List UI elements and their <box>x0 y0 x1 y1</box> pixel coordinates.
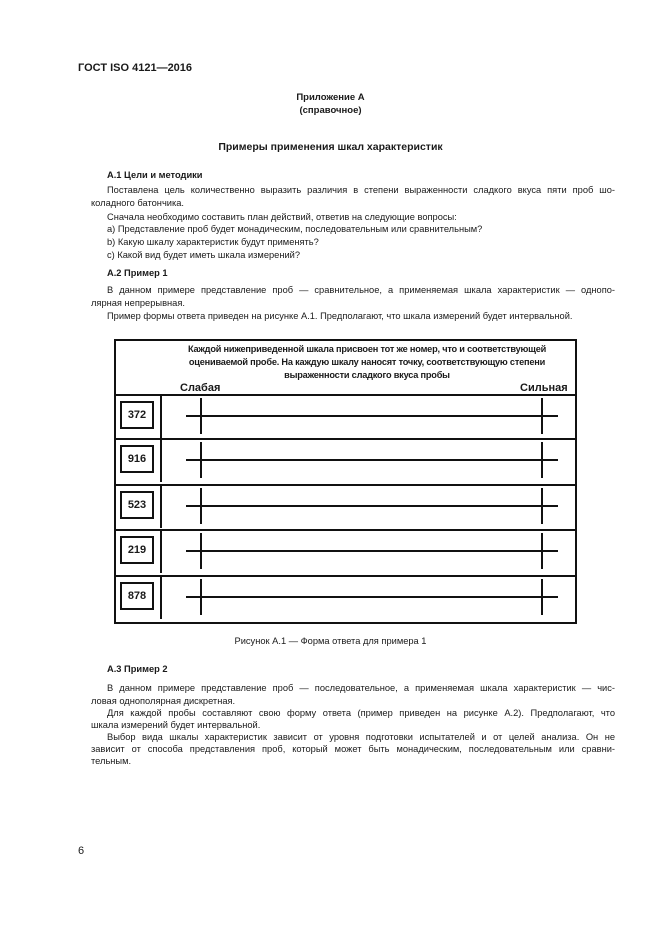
a2-paragraph2: Пример формы ответа приведен на рисунке А.1. Предполагают, что шкала измерений будет интервальной. <box>107 311 573 321</box>
figure-instruction-line1: Каждой нижеприведенной шкала присвоен тот же номер, что и соответствующей <box>187 344 547 354</box>
a2-paragraph1-line2: лярная непрерывная. <box>91 298 185 308</box>
row-divider <box>160 440 162 482</box>
row-divider <box>160 396 162 438</box>
right-anchor-tick <box>541 442 543 478</box>
a3-paragraph1-line1: В данном примере представление проб — последовательное, а применяемая шкала характеристик — чис- <box>107 683 615 693</box>
a3-paragraph1-line2: ловая однополярная дискретная. <box>91 696 236 706</box>
scale-row-3 <box>116 486 575 528</box>
scale-anchor-weak: Слабая <box>180 382 221 394</box>
figure-instruction-line3: выраженности сладкого вкуса пробы <box>284 370 450 380</box>
rating-line[interactable] <box>186 596 558 598</box>
annex-type: (справочное) <box>299 105 362 116</box>
page-number: 6 <box>78 845 85 857</box>
a1-question-c: с) Какой вид будет иметь шкала измерений? <box>107 250 301 260</box>
row-divider <box>160 531 162 573</box>
right-anchor-tick <box>541 488 543 524</box>
section-a3-heading: А.3 Пример 2 <box>107 664 168 674</box>
main-title: Примеры применения шкал характеристик <box>218 141 443 153</box>
row-separator <box>116 394 575 396</box>
row-separator <box>116 575 575 577</box>
annex-title: Приложение А <box>296 92 365 103</box>
a3-paragraph3-line2: зависит от способа представления проб, который может быть монадическим, последовательным или сравни- <box>91 744 615 754</box>
standard-header: ГОСТ ISO 4121—2016 <box>78 62 193 74</box>
scale-row-5 <box>116 577 575 619</box>
right-anchor-tick <box>541 579 543 615</box>
row-separator <box>116 438 575 440</box>
scale-row-2 <box>116 440 575 482</box>
a1-paragraph1-line1: Поставлена цель количественно выразить различия в степени выраженности сладкого вкуса пяти проб шо- <box>107 185 615 195</box>
row-divider <box>160 486 162 528</box>
left-anchor-tick <box>200 579 202 615</box>
row-divider <box>160 577 162 619</box>
a3-paragraph3-line3: тельным. <box>91 756 132 766</box>
sample-code: 878 <box>120 582 154 610</box>
a1-question-b: b) Какую шкалу характеристик будут применять? <box>107 237 319 247</box>
sample-code: 523 <box>120 491 154 519</box>
rating-line[interactable] <box>186 415 558 417</box>
row-separator <box>116 529 575 531</box>
a1-paragraph2: Сначала необходимо составить план действий, ответив на следующие вопросы: <box>107 212 457 222</box>
left-anchor-tick <box>200 398 202 434</box>
a1-question-a: а) Представление проб будет монадическим, последовательным или сравнительным? <box>107 224 483 234</box>
section-a2-heading: А.2 Пример 1 <box>107 268 168 278</box>
left-anchor-tick <box>200 488 202 524</box>
rating-line[interactable] <box>186 459 558 461</box>
left-anchor-tick <box>200 533 202 569</box>
rating-line[interactable] <box>186 505 558 507</box>
row-separator <box>116 484 575 486</box>
a1-paragraph1-line2: коладного батончика. <box>91 198 185 208</box>
sample-code: 372 <box>120 401 154 429</box>
a3-paragraph2-line2: шкала измерений будет интервальной. <box>91 720 261 730</box>
right-anchor-tick <box>541 533 543 569</box>
scale-row-4 <box>116 531 575 573</box>
a3-paragraph3-line1: Выбор вида шкалы характеристик зависит от уровня подготовки испытателей и от целей анализа. Он не <box>107 732 615 742</box>
a2-paragraph1-line1: В данном примере представление проб — сравнительное, а применяемая шкала характеристик — однопо- <box>107 285 615 295</box>
scale-anchor-strong: Сильная <box>520 382 568 394</box>
right-anchor-tick <box>541 398 543 434</box>
left-anchor-tick <box>200 442 202 478</box>
rating-line[interactable] <box>186 550 558 552</box>
figure-instruction <box>160 343 574 382</box>
figure-caption: Рисунок А.1 — Форма ответа для примера 1 <box>234 636 427 646</box>
figure-instruction-line2: оцениваемой пробе. На каждую шкалу наносят точку, соответствующую степени <box>188 357 546 367</box>
scale-row-1 <box>116 396 575 438</box>
section-a1-heading: А.1 Цели и методики <box>107 170 203 180</box>
a3-paragraph2-line1: Для каждой пробы составляют свою форму ответа (пример приведен на рисунке А.2). Предполагают, что <box>107 708 615 718</box>
sample-code: 219 <box>120 536 154 564</box>
sample-code: 916 <box>120 445 154 473</box>
